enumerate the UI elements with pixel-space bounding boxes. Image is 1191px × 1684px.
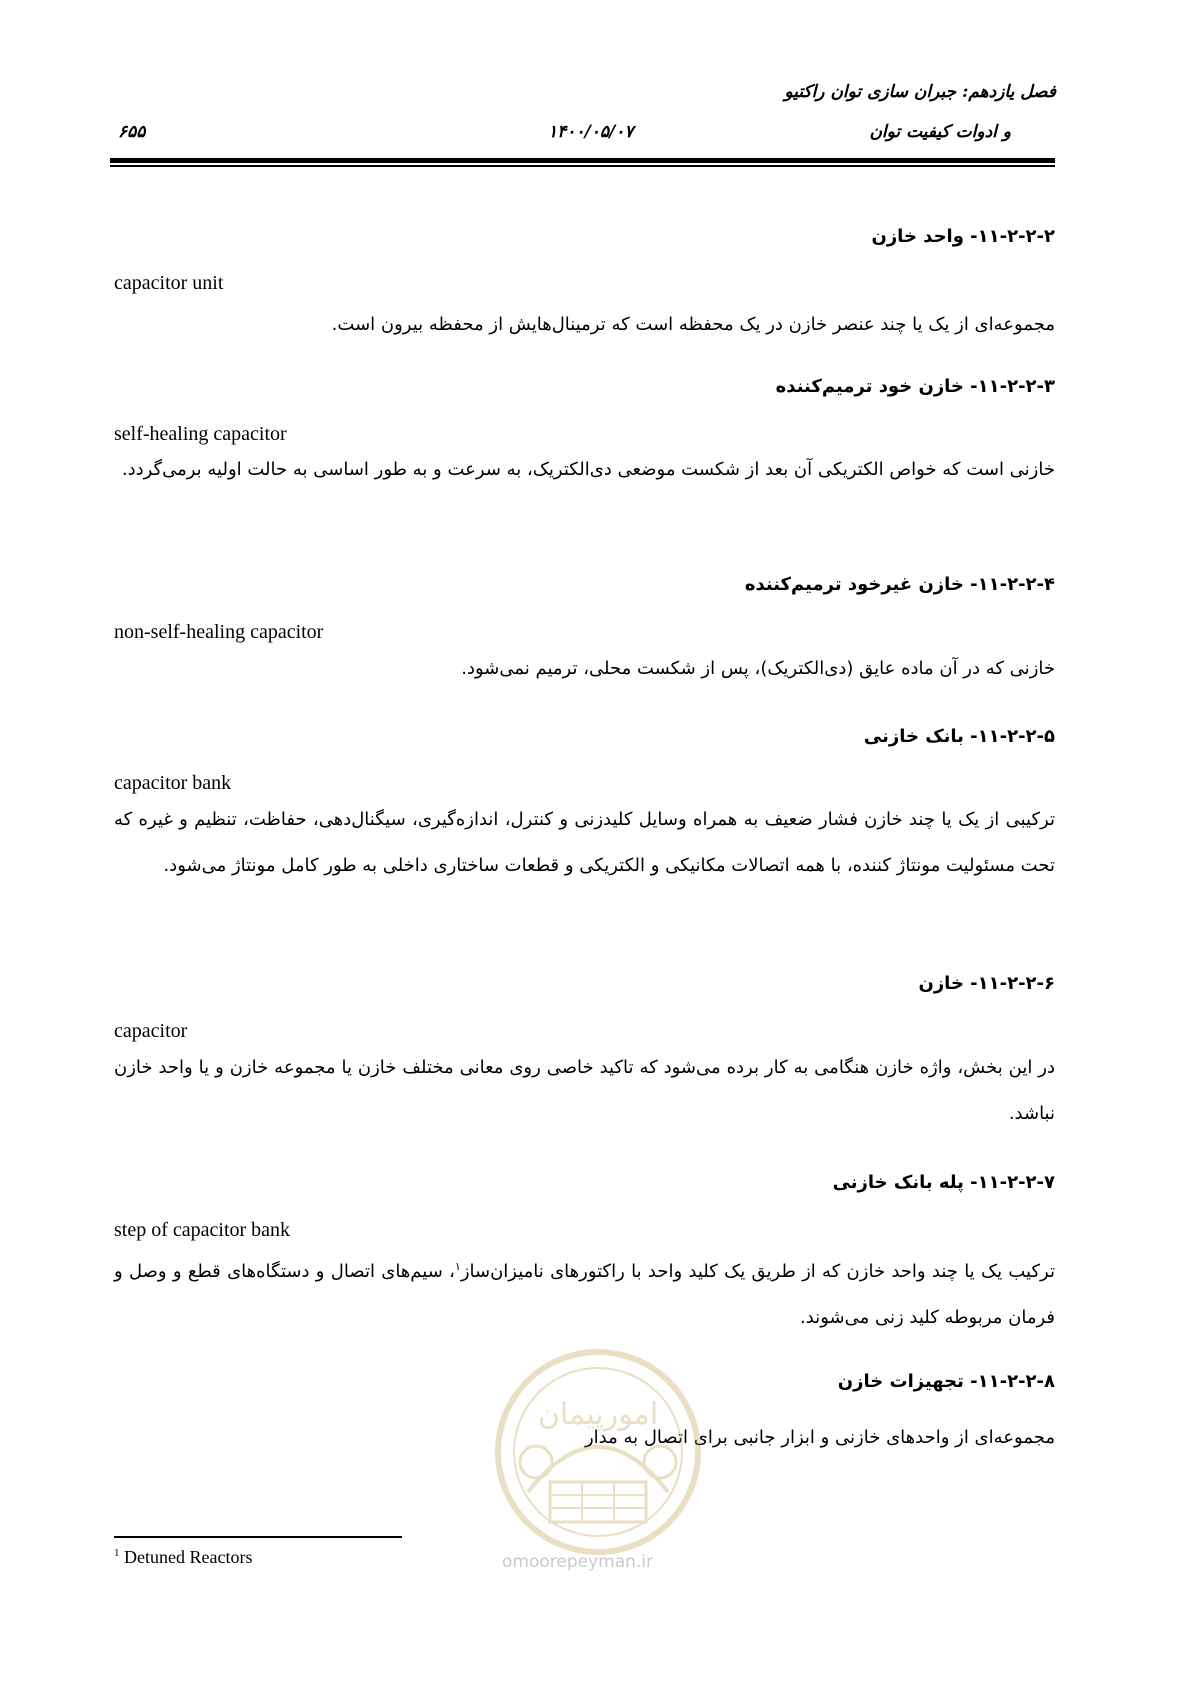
footnote-text: Detuned Reactors (124, 1547, 253, 1567)
watermark-url: omoorepeyman.ir (502, 1552, 654, 1572)
body-text: ، سیم‌های اتصال و دستگاه‌های قطع و وصل و فرمان مربوطه کلید زنی می‌شوند. (114, 1261, 1055, 1328)
section-body: در این بخش، واژه خازن هنگامی به کار برده می‌شود که تاکید خاصی روی معانی مختلف خازن یا مجموعه خازن و یا واحد خازن نباشد. (114, 1057, 1055, 1124)
watermark-seal-icon (488, 1342, 708, 1562)
section-heading: ۱۱-۲-۲-۶- خازن (918, 973, 1055, 994)
header-rule-thick (110, 158, 1055, 163)
english-term: step of capacitor bank (114, 1219, 291, 1241)
english-term: capacitor (114, 1020, 188, 1042)
page-number: ۶۵۵ (118, 122, 146, 142)
english-term: self-healing capacitor (114, 423, 287, 445)
footnote-separator (114, 1536, 402, 1538)
section-body: خازنی که در آن ماده عایق (دی‌الکتریک)، پس از شکست محلی، ترمیم نمی‌شود. (461, 658, 1055, 679)
section-body: خازنی است که خواص الکتریکی آن بعد از شکست موضعی دی‌الکتریک، به سرعت و به طور اساسی به حالت اولیه برمی‌گردد. (121, 459, 1055, 480)
footnote-number: 1 (114, 1547, 120, 1559)
section-heading: ۱۱-۲-۲-۸- تجهیزات خازن (837, 1371, 1055, 1392)
chapter-title: فصل یازدهم: جبران سازی توان راکتیو (784, 82, 1056, 102)
body-text: ترکیب یک یا چند واحد خازن که از طریق یک کلید واحد با راکتورهای نامیزان‌ساز (460, 1261, 1055, 1282)
watermark-logo-text: امورپیمان (537, 1397, 659, 1432)
section-body: مجموعه‌ای از یک یا چند عنصر خازن در یک محفظه است که ترمینال‌هایش از محفظه بیرون است. (331, 314, 1055, 335)
footnote (114, 1547, 252, 1568)
section-heading: ۱۱-۲-۲-۳- خازن خود ترمیم‌کننده (775, 376, 1055, 397)
english-term: capacitor unit (114, 272, 224, 294)
english-term: capacitor bank (114, 772, 232, 794)
header-rule-thin (110, 165, 1055, 167)
chapter-subtitle: و ادوات کیفیت توان (869, 122, 1011, 142)
section-heading: ۱۱-۲-۲-۲- واحد خازن (871, 226, 1055, 247)
footnote-ref: ۱ (454, 1260, 461, 1273)
section-heading: ۱۱-۲-۲-۵- بانک خازنی (863, 726, 1055, 747)
section-body: مجموعه‌ای از واحدهای خازنی و ابزار جانبی برای اتصال به مدار (584, 1427, 1055, 1448)
section-heading: ۱۱-۲-۲-۴- خازن غیرخود ترمیم‌کننده (744, 574, 1055, 595)
header-date: ۱۴۰۰/۰۵/۰۷ (548, 122, 634, 142)
section-body (114, 1244, 1055, 1341)
english-term: non-self-healing capacitor (114, 621, 324, 643)
section-heading: ۱۱-۲-۲-۷- پله بانک خازنی (832, 1172, 1055, 1193)
section-body: ترکیبی از یک یا چند خازن فشار ضعیف به همراه وسایل کلیدزنی و کنترل، اندازه‌گیری، سیگنال‌دهی، حفاظت، تنظیم و غیره که تحت مسئولیت مونتاژ کننده، با همه اتصالات مکانیکی و الکتریکی و قطعات ساختاری داخلی به طور کامل مونتاژ می‌شود. (114, 809, 1055, 876)
